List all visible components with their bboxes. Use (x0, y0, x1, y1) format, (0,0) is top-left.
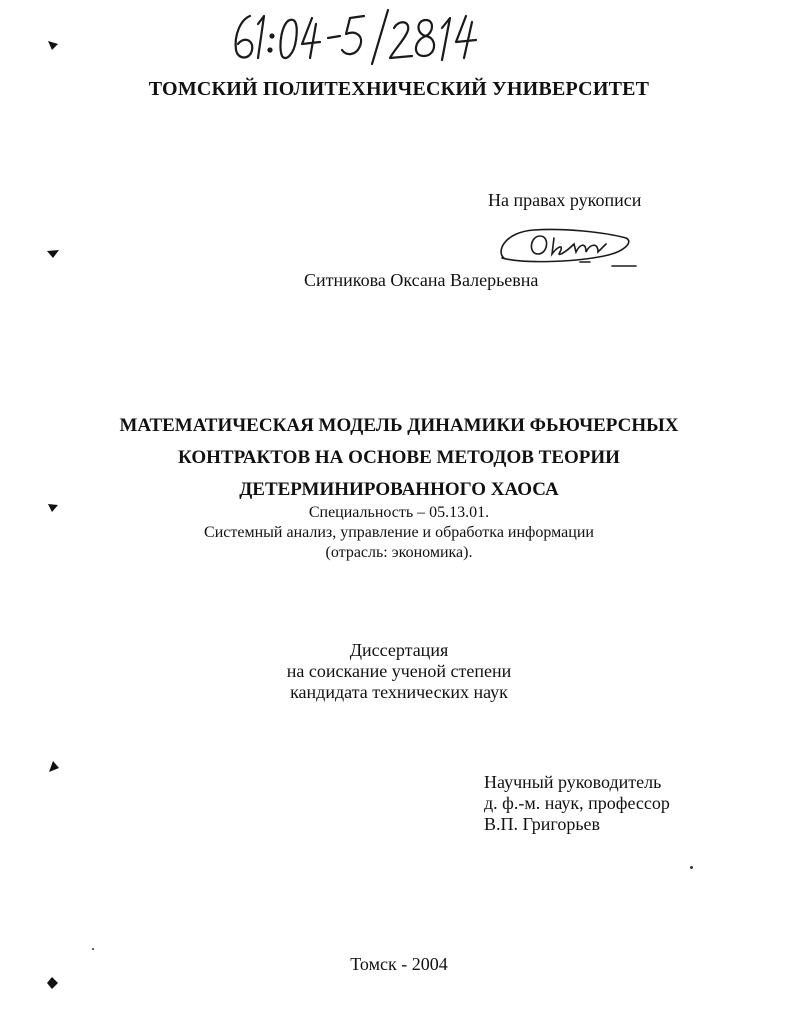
handwritten-archive-number (228, 6, 488, 66)
city-year: Томск - 2004 (350, 954, 448, 974)
dissertation-title (0, 410, 798, 506)
university-name: ТОМСКИЙ ПОЛИТЕХНИЧЕСКИЙ УНИВЕРСИТЕТ (148, 78, 650, 100)
supervisor-role: Научный руководитель (484, 772, 662, 792)
author-signature (494, 222, 644, 272)
degree-block (0, 640, 798, 703)
binding-hole-icon (46, 976, 60, 990)
title-line: МАТЕМАТИЧЕСКАЯ МОДЕЛЬ ДИНАМИКИ ФЬЮЧЕРСНЫХ (119, 415, 679, 436)
binding-hole-icon (46, 246, 60, 260)
scan-speck (690, 866, 693, 869)
author-name: Ситникова Оксана Валерьевна (304, 270, 539, 290)
degree-line: кандидата технических наук (290, 682, 508, 702)
title-line: ДЕТЕРМИНИРОВАННОГО ХАОСА (239, 479, 559, 500)
specialty-name: Системный анализ, управление и обработка информации (204, 524, 594, 541)
supervisor-name: В.П. Григорьев (484, 814, 601, 834)
scan-speck (92, 948, 94, 950)
binding-hole-icon (46, 38, 60, 52)
specialty-branch: (отрасль: экономика). (325, 544, 473, 561)
specialty-block (0, 503, 798, 563)
binding-hole-icon (46, 500, 60, 514)
title-line: КОНТРАКТОВ НА ОСНОВЕ МЕТОДОВ ТЕОРИИ (178, 447, 620, 468)
specialty-code: Специальность – 05.13.01. (308, 504, 490, 521)
binding-hole-icon (46, 760, 60, 774)
degree-line: Диссертация (349, 640, 449, 660)
manuscript-rights-label: На правах рукописи (488, 190, 642, 210)
supervisor-block (484, 772, 670, 835)
degree-line: на соискание ученой степени (286, 661, 512, 681)
supervisor-degree: д. ф.-м. наук, профессор (484, 793, 670, 813)
